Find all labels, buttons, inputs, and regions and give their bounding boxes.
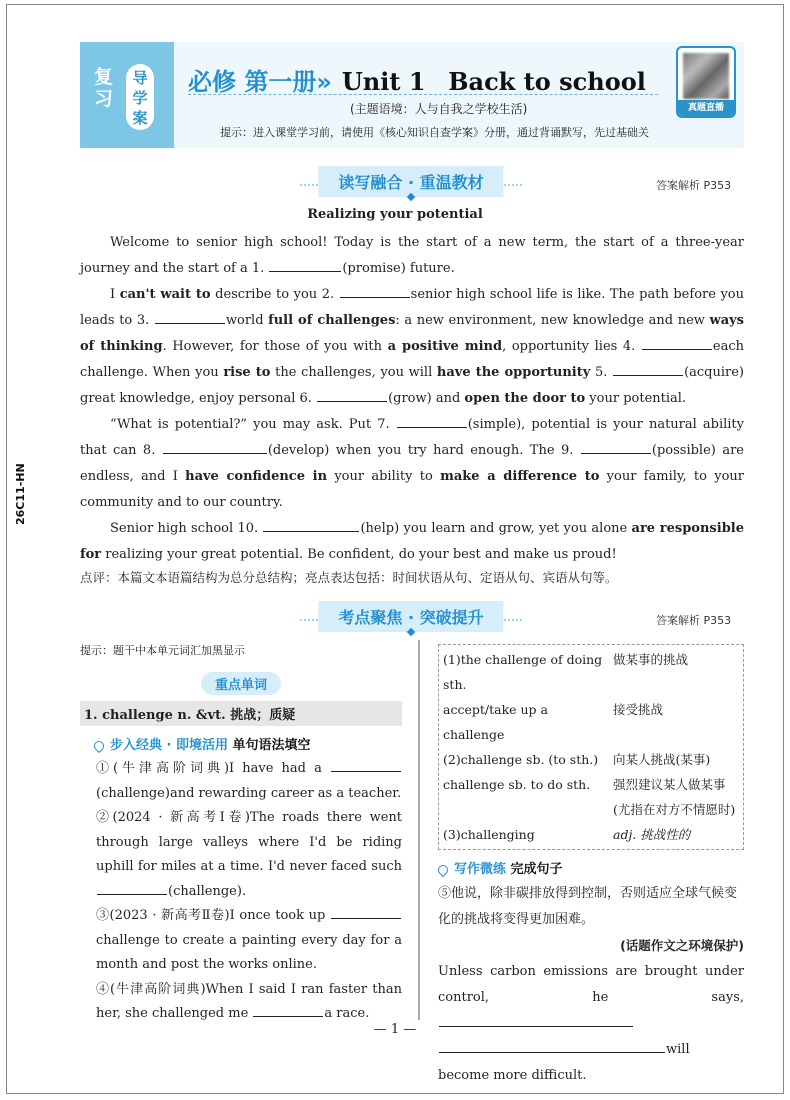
- question-5-source: (话题作文之环境保护): [620, 938, 744, 953]
- question-4: ④(牛津高阶词典)When I said I ran faster than her, she challenged me a race.: [96, 981, 402, 1021]
- blank-5[interactable]: [613, 361, 683, 376]
- section-title: 考点聚焦 · 突破提升: [318, 601, 503, 632]
- blank-10[interactable]: [263, 517, 359, 532]
- vocab-tip: 提示：题干中本单元词汇加黑显示: [80, 644, 245, 657]
- blank-6[interactable]: [317, 387, 387, 402]
- passage-body: [80, 230, 744, 568]
- question-3: ③(2023 · 新高考Ⅱ卷)I once took up challenge to create a painting every day for a month and post the works online.: [96, 904, 402, 978]
- usage-row: (2)challenge sb. (to sth.) 向某人挑战(某事): [443, 752, 711, 767]
- passage-title: Realizing your potential: [307, 207, 483, 222]
- theme-context: (主题语境：人与自我之学校生活): [350, 102, 528, 116]
- question-5-sentence: Unless carbon emissions are brought under control, he says, will become more difficult.: [438, 964, 744, 1083]
- review-label: 复习: [94, 66, 114, 110]
- usage-row: (尤指在对方不情愿时): [613, 802, 736, 817]
- guide-label: 导学案: [126, 64, 154, 130]
- exercise-step: 步入经典 · 即境活用 单句语法填空: [94, 734, 402, 753]
- answer-reference: 答案解析 P353: [656, 614, 732, 627]
- book-name: 必修 第一册: [188, 68, 317, 96]
- usage-row: (1)the challenge of doing sth. 做某事的挑战: [443, 652, 689, 692]
- section-banner-reading: [300, 166, 522, 200]
- location-pin-icon: [436, 862, 450, 876]
- paragraph-4: Senior high school 10. (help) you learn and grow, yet you alone are responsible for realizing your great potential. Be confident, do your best and make us proud!: [80, 516, 744, 568]
- header-side-label: [80, 42, 174, 148]
- answer-blank[interactable]: [331, 904, 401, 919]
- unit-title: [188, 62, 646, 97]
- unit-header: [80, 42, 744, 148]
- question-1: ①(牛津高阶词典)I have had a (challenge)and rewarding career as a teacher.: [96, 757, 402, 806]
- question-2: ②(2024 · 新高考Ⅰ卷)The roads there went through large valleys where I'd be riding uphill for miles at a time. I'd never faced such (challenge).: [96, 810, 402, 899]
- paragraph-2: I can't wait to describe to you 2. senior high school life is like. The path before you leads to 3. world full of challenges: a new environment, new knowledge and new ways of thinking. However, for those of you with a positive mind, opportunity lies 4. each challenge. When you rise to the challenges, you will have the opportunity 5. (acquire) great knowledge, enjoy personal 6. (grow) and open the door to your potential.: [80, 282, 744, 412]
- writing-step: 写作微练 完成句子: [438, 858, 744, 877]
- word-heading: 1. challenge n. &vt. 挑战；质疑: [80, 701, 402, 726]
- usage-row: accept/take up a challenge 接受挑战: [443, 702, 664, 742]
- blank-4[interactable]: [642, 335, 712, 350]
- blank-8[interactable]: [163, 439, 267, 454]
- paragraph-3: “What is potential?” you may ask. Put 7. (simple), potential is your natural ability that can 8. (develop) when you try hard enough. The 9. (possible) are endless, and I have confidence in your ability to make a difference to your family, to your community and to our country.: [80, 412, 744, 516]
- section-banner-focus: [300, 601, 522, 635]
- qr-label: 真题直播: [678, 100, 734, 116]
- header-tip: 提示：进入课堂学习前，请使用《核心知识自查学案》分册，通过背诵默写，先过基础关: [220, 126, 649, 139]
- side-code: 26C11-HN: [14, 463, 27, 525]
- answer-blank[interactable]: [253, 1002, 323, 1017]
- usage-box: [438, 644, 744, 850]
- blank-7[interactable]: [397, 413, 467, 428]
- blank-1[interactable]: [269, 257, 341, 272]
- usage-row: (3)challenging adj. 挑战性的: [443, 827, 691, 842]
- location-pin-icon: [92, 738, 106, 752]
- answer-blank[interactable]: [97, 880, 167, 895]
- qr-image: [683, 53, 729, 99]
- exercise-items: [96, 757, 402, 1027]
- usage-row: challenge sb. to do sth. 强烈建议某人做某事: [443, 777, 726, 792]
- blank-9[interactable]: [581, 439, 651, 454]
- qr-code[interactable]: [676, 46, 736, 118]
- answer-blank[interactable]: [331, 757, 401, 772]
- blank-3[interactable]: [155, 309, 225, 324]
- key-words-label: 重点单词: [201, 672, 281, 695]
- arrow-icon: »: [316, 68, 332, 96]
- unit-number: Unit 1: [341, 67, 426, 96]
- title-divider: [188, 94, 658, 95]
- paragraph-1: Welcome to senior high school! Today is the start of a new term, the start of a three-year journey and the start of a 1. (promise) future.: [80, 235, 744, 276]
- left-column: [80, 640, 402, 1027]
- passage-comment: 点评：本篇文本语篇结构为总分总结构；亮点表达包括：时间状语从句、定语从句、宾语从句等。: [80, 570, 618, 585]
- blank-2[interactable]: [340, 283, 410, 298]
- unit-name: Back to school: [448, 67, 646, 96]
- page-number: — 1 —: [373, 1022, 417, 1037]
- column-divider: [410, 640, 430, 1020]
- answer-blank[interactable]: [439, 1038, 665, 1053]
- question-5: [438, 881, 744, 1089]
- answer-reference: 答案解析 P353: [656, 179, 732, 192]
- section-title: 读写融合 · 重温教材: [318, 166, 503, 197]
- question-5-prompt: ⑤他说，除非碳排放得到控制，否则适应全球气候变化的挑战将变得更加困难。: [438, 886, 738, 927]
